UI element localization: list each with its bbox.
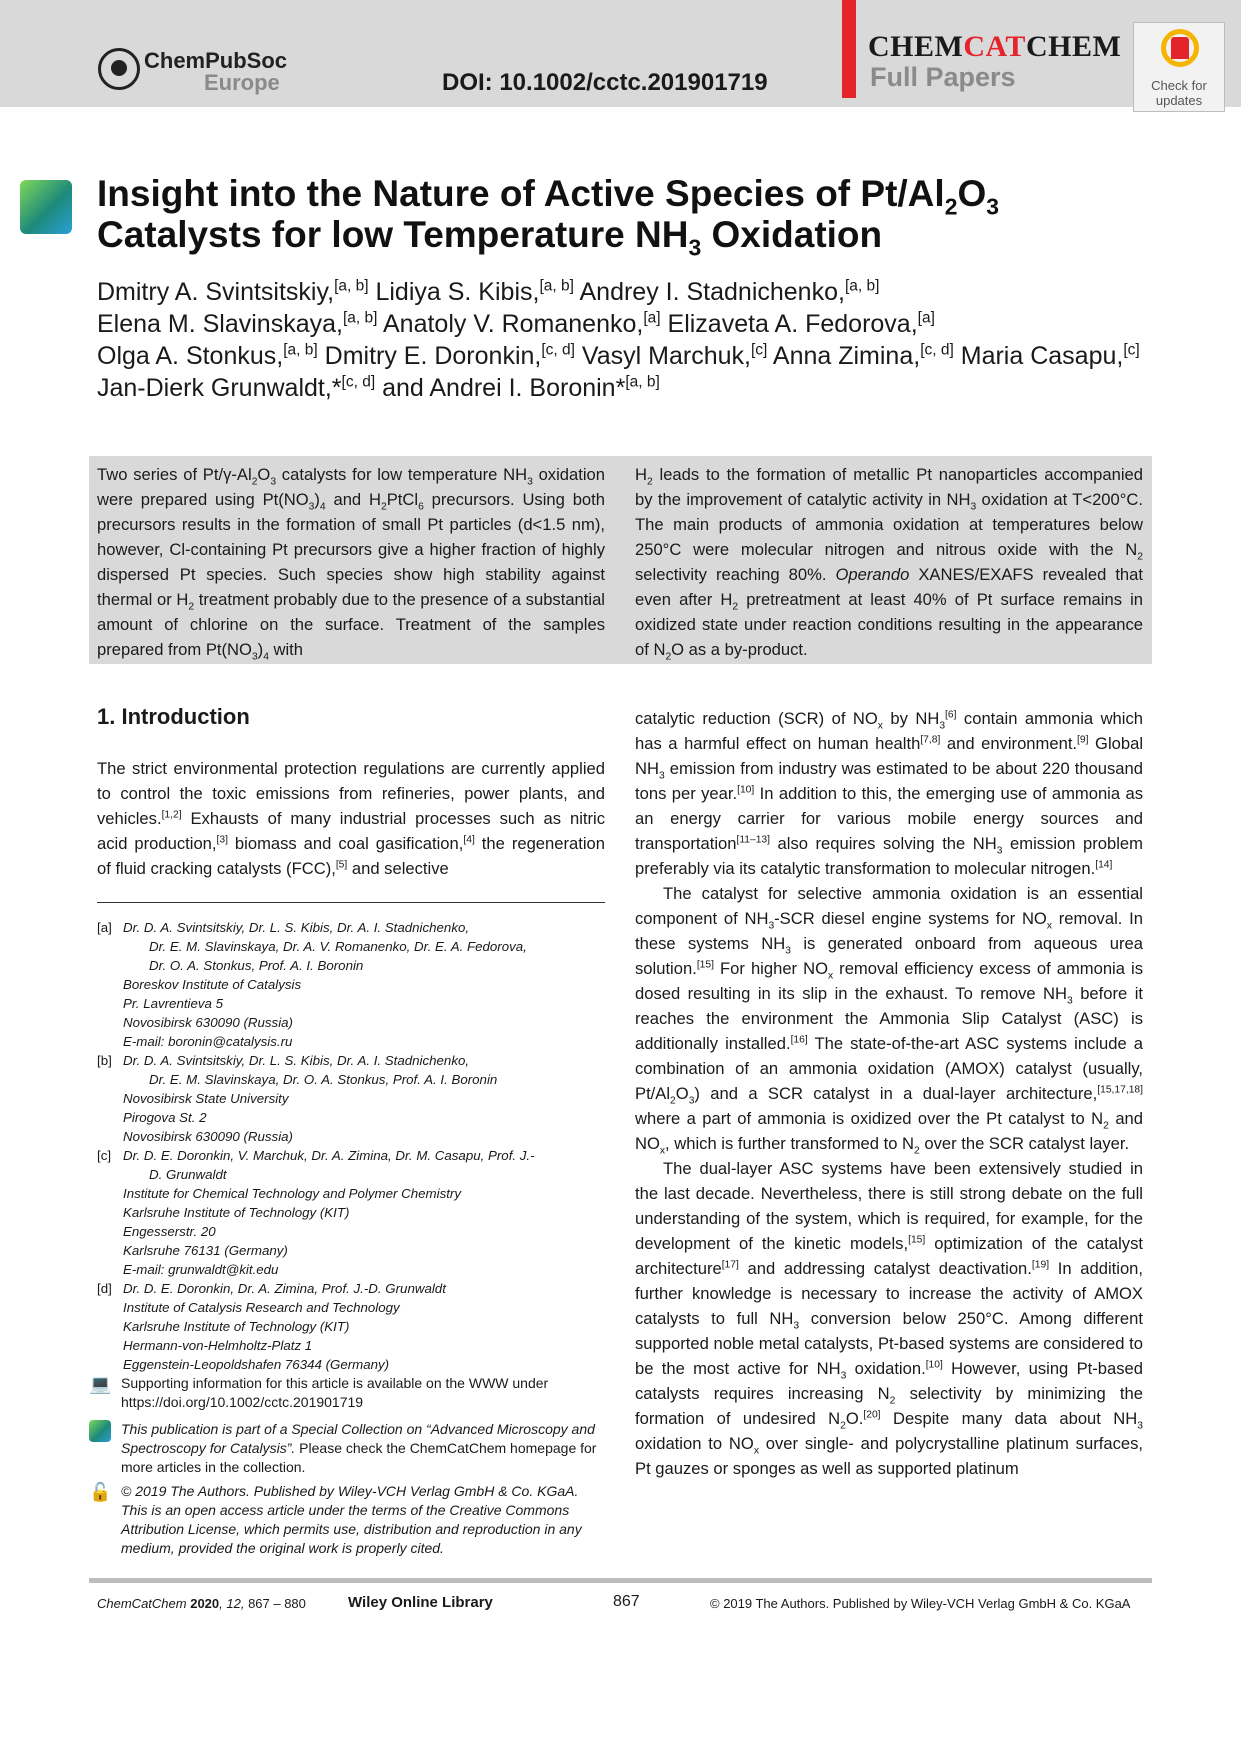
affiliation-b: [b] Dr. D. A. Svintsitskiy, Dr. L. S. Kibis, Dr. A. I. Stadnichenko, Dr. E. M. Slavinskaya, Dr. O. A. Stonkus, Prof. A. I. Boronin Novosibirsk State University Pirogova St. 2 Novosibirsk 630090 (Russia) xyxy=(97,1053,498,1144)
chempubsoc-logo-icon xyxy=(98,48,140,90)
footer-copyright: © 2019 The Authors. Published by Wiley-VCH Verlag GmbH & Co. KGaA xyxy=(710,1596,1131,1611)
license-note: 🔓 © 2019 The Authors. Published by Wiley-VCH Verlag GmbH & Co. KGaA. This is an open access article under the terms of the Creative Commons Attribution License, which permits use, distribution and reproduction in any medium, provided the original work is properly cited. xyxy=(89,1482,582,1556)
supporting-info-note[interactable]: 💻 Supporting information for this article is available on the WWW under https://doi.org/10.1002/cctc.201901719 xyxy=(89,1374,549,1410)
check-updates-label: Check for updates xyxy=(1151,78,1207,108)
abstract-right: $H_2$ leads to the formation of metallic Pt nanoparticles accompanied by the improvement of catalytic activity in $NH_3$ oxidation at T<200°C. The main products of ammonia oxidation at temperatures below 250°C were molecular nitrogen and nitrous oxide with the $N_2$ selectivity reaching 80%. Operando XANES/EXAFS revealed that even after $H_2$ pretreatment at least 40% of Pt surface remains in oxidized state under reaction conditions resulting in the appearance of $N_2O$ as a by-product. xyxy=(635,465,1144,663)
wiley-online-library-link[interactable]: Wiley Online Library xyxy=(348,1594,493,1611)
intro-paragraph-1: The strict environmental protection regulations are currently applied to control the toxic emissions from refineries, power plants, and vehicles.[1,2] Exhausts of many industrial processes such as nitric acid production,[3] biomass and coal gasification,[4] the regeneration of fluid cracking catalysts (FCC),[5] and selective xyxy=(97,759,605,878)
article-type: Full Papers xyxy=(870,62,1016,92)
footer-divider xyxy=(89,1578,1152,1583)
computer-icon: 💻 xyxy=(89,1374,112,1394)
author-list: Dmitry A. Svintsitskiy,[a, b] Lidiya S. Kibis,[a, b] Andrey I. Stadnichenko,[a, b] Elena M. Slavinskaya,[a, b] Anatoly V. Romanenko,[a] Elizaveta A. Fedorova,[a] Olga A. Stonkus,[a, b] Dmitry E. Doronkin,[c, d] Vasyl Marchuk,[c] Anna Zimina,[c, d] Maria Casapu,[c] Jan-Dierk Grunwaldt,*[c, d] and Andrei I. Boronin*[a, b] xyxy=(97,277,1140,402)
journal-accent-bar xyxy=(842,0,856,98)
intro-paragraph-4: The dual-layer ASC systems have been extensively studied in the last decade. Nevertheless, there is still strong debate on the full understanding of the system, which is required, for example, for the development of the kinetic models,[15] optimization of the catalyst architecture[17] and addressing catalyst deactivation.[19] In addition, further knowledge is necessary to increase the activity of AMOX catalysts to full $NH_3$ conversion below 250°C. Among different supported noble metal catalysts, Pt-based systems are considered to be the most active for $NH_3$ oxidation.[10] However, using Pt-based catalysts requires increasing $N_2$ selectivity by minimizing the formation of undesired $N_2O.[20]$ Despite many data about $NH_3$ oxidation to $NO_x$ over single- and polycrystalline platinum surfaces, Pt gauzes or sponges as well as supported platinum xyxy=(635,1159,1144,1478)
special-collection-cube-icon xyxy=(20,180,72,234)
journal-name xyxy=(868,30,1121,64)
open-access-lock-icon: 🔓 xyxy=(89,1482,112,1502)
article-title: Insight into the Nature of Active Species of $Pt/Al_2O_3$ Catalysts for low Temperature $NH_3$ Oxidation xyxy=(97,173,999,261)
section-heading: 1. Introduction xyxy=(97,704,250,729)
affiliation-d: [d] Dr. D. E. Doronkin, Dr. A. Zimina, Prof. J.-D. Grunwaldt Institute of Catalysis Research and Technology Karlsruhe Institute of Technology (KIT) Hermann-von-Helmholtz-Platz 1 Eggenstein-Leopoldshafen 76344 (Germany) xyxy=(97,1281,446,1372)
footer-citation: ChemCatChem 2020, 12, 867 – 880 xyxy=(97,1596,306,1611)
publisher-name: ChemPubSoc xyxy=(144,48,288,73)
affiliation-a: [a] Dr. D. A. Svintsitskiy, Dr. L. S. Kibis, Dr. A. I. Stadnichenko, Dr. E. M. Slavinskaya, Dr. A. V. Romanenko, Dr. E. A. Fedorova, Dr. O. A. Stonkus, Prof. A. I. Boronin Boreskov Institute of Catalysis Pr. Lavrentieva 5 Novosibirsk 630090 (Russia) E-mail: boronin@catalysis.ru xyxy=(97,920,527,1049)
special-collection-cube-icon xyxy=(89,1420,121,1477)
affiliation-c: [c] Dr. D. E. Doronkin, V. Marchuk, Dr. A. Zimina, Dr. M. Casapu, Prof. J.- D. Grunwaldt Institute for Chemical Technology and Polymer Chemistry Karlsruhe Institute of Technology (KIT) Engesserstr. 20 Karlsruhe 76131 (Germany) E-mail: grunwaldt@kit.edu xyxy=(97,1148,535,1277)
check-for-updates-button[interactable] xyxy=(1133,22,1225,112)
intro-right-column xyxy=(635,706,1143,1481)
doi[interactable]: DOI: 10.1002/cctc.201901719 xyxy=(442,69,768,96)
abstract-left: Two series of $Pt/\gamma-Al_2O_3$ catalysts for low temperature $NH_3$ oxidation were prepared using $Pt(NO_3)_4$ and $H_2PtCl_6$ precursors. Using both precursors results in the formation of small Pt particles (d<1.5 nm), however, Cl-containing Pt precursors give a higher fraction of highly dispersed Pt species. Such species show high stability against thermal or $H_2$ treatment probably due to the presence of a substantial amount of chlorine on the surface. Treatment of the samples prepared from $Pt(NO_3)_4$ with xyxy=(97,465,605,663)
bookmark-icon xyxy=(1171,37,1189,59)
journal-name-part: CHEM xyxy=(868,30,964,63)
intro-paragraph-3: The catalyst for selective ammonia oxidation is an essential component of $NH_3$-SCR diesel engine systems for $NO_x$ removal. In these systems $NH_3$ is generated onboard from aqueous urea solution.[15] For higher $NO_x$ removal efficiency excess of ammonia is dosed resulting in its slip in the exhaust. To remove $NH_3$ before it reaches the environment the Ammonia Slip Catalyst (ASC) is additionally installed.[16] The state-of-the-art ASC systems include a combination of an ammonia oxidation (AMOX) catalyst (usually, $Pt/Al_2O_3$) and a SCR catalyst in a dual-layer architecture,[15,17,18] where a part of ammonia is oxidized over the Pt catalyst to $N_2$ and $NO_x$, which is further transformed to $N_2$ over the SCR catalyst layer. xyxy=(635,884,1144,1157)
journal-name-part: CAT xyxy=(963,30,1026,63)
footnote-divider xyxy=(97,902,605,903)
affiliations xyxy=(97,918,605,1374)
page-number: 867 xyxy=(613,1593,640,1610)
journal-name-part: CHEM xyxy=(1025,30,1122,63)
intro-paragraph-2: catalytic reduction (SCR) of $NO_x$ by $NH_3[6]$ contain ammonia which has a harmful effect on human health[7,8] and environment.[9] Global $NH_3$ emission from industry was estimated to be about 220 thousand tons per year.[10] In addition to this, the emerging use of ammonia as an energy carrier for various mobile energy sources and transportation[11–13] also requires solving the $NH_3$ emission problem preferably via its catalytic transformation to molecular nitrogen.[14] xyxy=(635,709,1144,878)
special-collection-note: This publication is part of a Special Collection on “Advanced Microscopy and Spectroscopy for Catalysis”. Please check the ChemCatChem homepage for more articles in the collection. xyxy=(89,1420,605,1477)
publisher-region: Europe xyxy=(204,70,280,95)
